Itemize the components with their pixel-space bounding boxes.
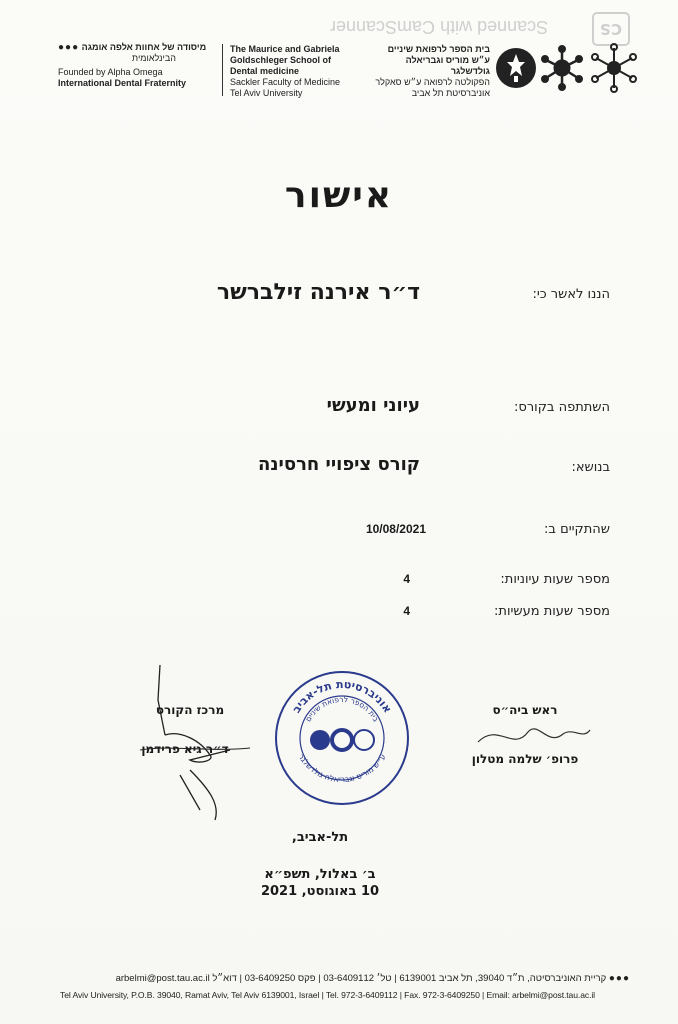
alpha-omega-hebrew-line1: מיסודה של אחוות אלפה אומגה ●●● (58, 42, 207, 53)
network-logo-icon (592, 44, 636, 92)
practical-hours-value: 4 (403, 604, 410, 618)
tau-emblem-icon (496, 48, 536, 88)
head-signature (468, 712, 598, 762)
head-of-school-role: ראש ביה״ס (492, 703, 558, 717)
footer-dots-icon: ●●● (608, 973, 630, 984)
stamp-inner-text: בית הספר לרפואת שיניים (303, 694, 381, 724)
issue-hebrew-date: ב׳ באלול, תשפ״א (264, 867, 376, 882)
issue-place: תל-אביב, (291, 830, 349, 845)
course-date: 10/08/2021 (365, 522, 426, 536)
course-coordinator-name: ד״ר גיא פרידמן (141, 742, 229, 756)
course-label: השתתפה בקורס: (514, 400, 610, 415)
stamp-bottom-text: ע״ש מוריס וגבריאלה גולדשלגר (296, 752, 388, 785)
camscanner-icon: CS (592, 12, 630, 46)
date-label: שהתקיים ב: (544, 522, 610, 537)
molecule-logo-icon (542, 46, 583, 91)
alpha-omega-english-line1: Founded by Alpha Omega (58, 67, 163, 77)
alpha-omega-hebrew-line2: הבינלאומית (131, 53, 176, 63)
school-en-line2: Goldschleger School of (230, 55, 332, 65)
school-hebrew-block (362, 44, 490, 99)
alpha-omega-block (58, 42, 218, 89)
school-he-line5: אוניברסיטת תל אביב (411, 88, 490, 98)
school-en-line1: The Maurice and Gabriela (230, 44, 340, 54)
issue-gregorian-date: 10 באוגוסט, 2021 (260, 884, 380, 899)
header-divider (222, 44, 223, 96)
certify-label: הננו לאשר כי: (532, 287, 610, 302)
theory-hours-label: מספר שעות עיוניות: (500, 572, 610, 587)
coordinator-signature (120, 660, 270, 830)
practical-hours-label: מספר שעות מעשיות: (494, 604, 610, 619)
dots-icon: ●●● (58, 42, 80, 53)
school-he-line4: הפקולטה לרפואה ע״ש סאקלר (375, 77, 490, 87)
stamp-outer-text: אוניברסיטת תל-אביב (289, 677, 395, 716)
university-logos (494, 40, 644, 100)
footer-english-address: Tel Aviv University, P.O.B. 39040, Ramat Aviv, Tel Aviv 6139001, Israel | Tel. 972-3-6409112 | Fax. 972-3-6409250 | Email: arbelmi@post.tau.ac.il (60, 990, 595, 1000)
document-title: אישור (284, 175, 394, 216)
school-he-line3: גולדשלגר (450, 66, 490, 76)
school-en-line3: Dental medicine (230, 66, 300, 76)
scanner-watermark-text: Scanned with CamScanner (330, 17, 549, 37)
theory-hours-value: 4 (403, 572, 410, 586)
footer-hebrew-address: ●●● קריית האוניברסיטה, ת״ד 39040, תל אביב 6139001 | טל׳ 03-6409112 | פקס 03-6409250 | דוא״ל arbelmi@post.tau.ac.il (115, 973, 630, 984)
subject-label: בנושא: (571, 460, 610, 475)
school-en-line5: Tel Aviv University (230, 88, 303, 98)
school-he-line1: בית הספר לרפואת שיניים (387, 44, 490, 54)
school-english-block (230, 44, 360, 99)
alpha-omega-english-line2: International Dental Fraternity (58, 78, 187, 88)
stamp-rings-icon (310, 730, 374, 750)
recipient-name: ד״ר אירנה זילברשר (216, 280, 420, 305)
subject-value: קורס ציפויי חרסינה (258, 454, 420, 475)
course-coordinator-role: מרכז הקורס (155, 703, 225, 717)
university-stamp (272, 668, 412, 808)
school-en-line4: Sackler Faculty of Medicine (230, 77, 341, 87)
course-type: עיוני ומעשי (326, 395, 420, 416)
head-of-school-name: פרופ׳ שלמה מטלון (471, 752, 579, 766)
school-he-line2: ע״ש מוריס וגבריאלה (405, 55, 490, 65)
